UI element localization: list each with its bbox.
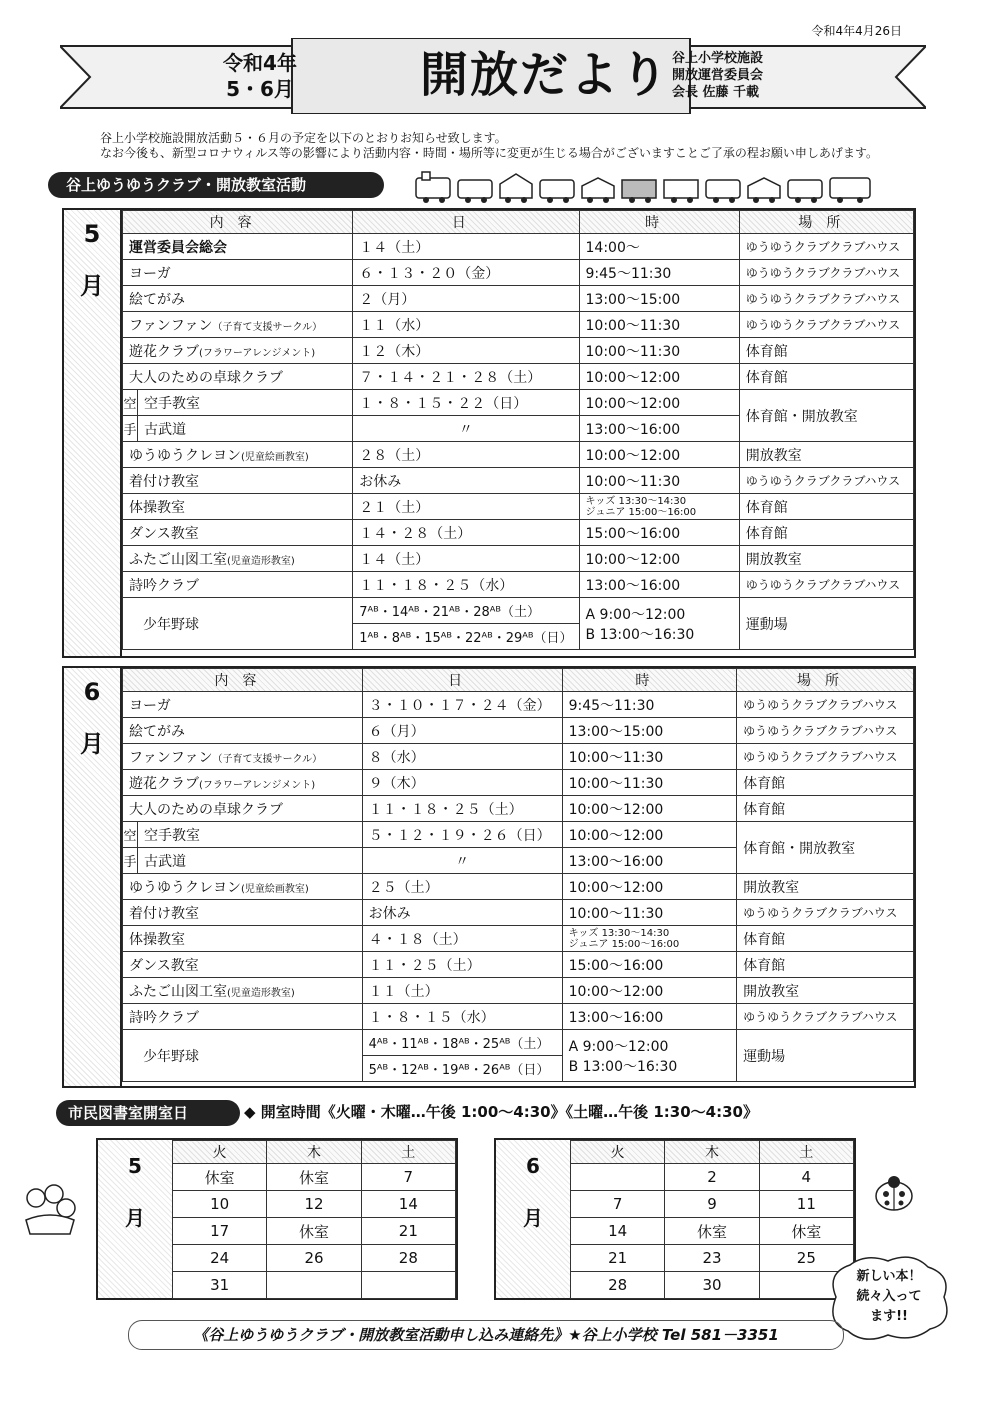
activity-time-a: A 9:00～12:00 bbox=[568, 1038, 669, 1055]
activity-name: 大人のための卓球クラブ bbox=[129, 801, 283, 818]
activity-date: ２８（土） bbox=[353, 442, 579, 468]
activity-name: 遊花クラブ bbox=[129, 775, 199, 792]
library-june-num: 6 bbox=[526, 1154, 540, 1178]
activity-name: ダンス教室 bbox=[129, 957, 199, 974]
library-june bbox=[494, 1138, 856, 1300]
table-row bbox=[123, 598, 914, 624]
table-row bbox=[571, 1191, 854, 1218]
table-row bbox=[123, 312, 914, 338]
activity-time: 15:00～16:00 bbox=[562, 952, 736, 978]
table-row bbox=[173, 1245, 456, 1272]
library-day: 17 bbox=[173, 1218, 267, 1245]
table-row bbox=[123, 796, 914, 822]
activity-name: 空手教室 bbox=[144, 827, 200, 844]
activity-time: 10:00～12:00 bbox=[562, 874, 736, 900]
contact-info: 《谷上ゆうゆうクラブ・開放教室活動申し込み連絡先》★谷上小学校 Tel 581－3351 bbox=[128, 1320, 844, 1350]
june-table bbox=[122, 668, 914, 1082]
activity-time: 10:00～11:30 bbox=[562, 770, 736, 796]
activity-time: 10:00～12:00 bbox=[562, 978, 736, 1004]
activity-date: １１（水） bbox=[353, 312, 579, 338]
activity-date: ９（木） bbox=[362, 770, 562, 796]
activity-name: ゆうゆうクレヨン bbox=[129, 447, 241, 464]
org-line-2: 開放運営委員会 bbox=[672, 68, 764, 83]
library-day: 23 bbox=[665, 1245, 759, 1272]
activity-time: 10:00～11:30 bbox=[562, 900, 736, 926]
activity-date: ６・１３・２０（金） bbox=[353, 260, 579, 286]
activity-name: 空手教室 bbox=[144, 395, 200, 412]
library-may-table bbox=[172, 1140, 456, 1299]
library-day: 休室 bbox=[267, 1164, 361, 1191]
org-line-1: 谷上小学校施設 bbox=[672, 51, 764, 66]
activity-time: 13:00～16:00 bbox=[579, 572, 739, 598]
table-row bbox=[173, 1164, 456, 1191]
header-date: 日 bbox=[353, 211, 579, 234]
library-day: 14 bbox=[571, 1218, 665, 1245]
activity-date: お休み bbox=[353, 468, 579, 494]
table-header bbox=[123, 669, 914, 692]
activity-note: (フラワーアレンジメント) bbox=[199, 779, 316, 791]
table-row bbox=[123, 692, 914, 718]
library-hours: ◆ 開室時間《火曜・木曜…午後 1:00～4:30》《土曜…午後 1:30～4:30》 bbox=[244, 1103, 758, 1121]
activity-time: 13:00～16:00 bbox=[562, 1004, 736, 1030]
table-row bbox=[123, 286, 914, 312]
may-label-num: 5 bbox=[83, 220, 101, 248]
table-row bbox=[123, 338, 914, 364]
library-may-month: 月 bbox=[125, 1206, 145, 1230]
library-day: 10 bbox=[173, 1191, 267, 1218]
activity-place: 開放教室 bbox=[737, 978, 914, 1004]
activity-place: 体育館 bbox=[737, 770, 914, 796]
activity-name: ふたご山図工室 bbox=[129, 983, 227, 1000]
table-header bbox=[123, 211, 914, 234]
flower-illustration bbox=[20, 1180, 80, 1240]
activity-note: (児童絵画教室) bbox=[241, 451, 309, 463]
activity-place: ゆうゆうクラブクラブハウス bbox=[737, 692, 914, 718]
table-row bbox=[123, 520, 914, 546]
library-day bbox=[267, 1272, 361, 1299]
library-day: 2 bbox=[665, 1164, 759, 1191]
activity-place: 体育館 bbox=[739, 338, 913, 364]
activity-place: 体育館 bbox=[739, 494, 913, 520]
library-day: 7 bbox=[571, 1191, 665, 1218]
library-day: 4 bbox=[759, 1164, 853, 1191]
activity-time: 10:00～12:00 bbox=[579, 390, 739, 416]
karate-group-char-1: 空 bbox=[123, 822, 138, 847]
may-label-month: 月 bbox=[80, 272, 104, 300]
activity-place: 体育館 bbox=[739, 520, 913, 546]
library-day: 21 bbox=[361, 1218, 455, 1245]
activity-time: 9:45～11:30 bbox=[579, 260, 739, 286]
june-schedule bbox=[62, 666, 916, 1088]
table-row bbox=[123, 900, 914, 926]
activity-date: ７・１４・２１・２８（土） bbox=[353, 364, 579, 390]
activity-place: ゆうゆうクラブクラブハウス bbox=[737, 718, 914, 744]
library-day: 24 bbox=[173, 1245, 267, 1272]
activity-date: 〃 bbox=[353, 416, 579, 442]
may-label bbox=[64, 210, 122, 656]
activity-time: 13:00～15:00 bbox=[579, 286, 739, 312]
day-tue: 火 bbox=[571, 1141, 665, 1164]
activity-name: ゆうゆうクレヨン bbox=[129, 879, 241, 896]
table-row bbox=[123, 468, 914, 494]
activity-name: 詩吟クラブ bbox=[129, 577, 199, 594]
activity-time: 10:00～12:00 bbox=[579, 442, 739, 468]
karate-group-char-2: 手 bbox=[123, 416, 138, 441]
day-sat: 土 bbox=[361, 1141, 455, 1164]
activity-place: 運動場 bbox=[739, 598, 913, 650]
table-row bbox=[571, 1245, 854, 1272]
library-day: 28 bbox=[571, 1272, 665, 1299]
train-illustration bbox=[412, 170, 874, 204]
activity-date: ２（月） bbox=[353, 286, 579, 312]
activity-date: ２５（土） bbox=[362, 874, 562, 900]
library-day bbox=[361, 1272, 455, 1299]
activity-name: 大人のための卓球クラブ bbox=[129, 369, 283, 386]
activity-name: 運営委員会総会 bbox=[129, 239, 227, 256]
banner-organization bbox=[672, 50, 822, 101]
activity-time-a: A 9:00～12:00 bbox=[585, 606, 686, 623]
header-date: 日 bbox=[362, 669, 562, 692]
ladybug-illustration bbox=[868, 1172, 920, 1214]
activity-date: １１・２５（土） bbox=[362, 952, 562, 978]
activity-place: ゆうゆうクラブクラブハウス bbox=[737, 1004, 914, 1030]
new-books-line-3: ます!! bbox=[870, 1309, 908, 1324]
table-row bbox=[123, 390, 914, 416]
library-day: 7 bbox=[361, 1164, 455, 1191]
day-tue: 火 bbox=[173, 1141, 267, 1164]
table-row bbox=[123, 546, 914, 572]
activity-date: 5ᴬᴮ・12ᴬᴮ・19ᴬᴮ・26ᴬᴮ（日） bbox=[362, 1056, 562, 1082]
activity-place: 開放教室 bbox=[739, 546, 913, 572]
activity-name: 着付け教室 bbox=[129, 473, 199, 490]
activity-date: ４・１８（土） bbox=[362, 926, 562, 952]
library-day: 9 bbox=[665, 1191, 759, 1218]
activity-time-kids: キッズ 13:30～14:30 bbox=[585, 495, 687, 507]
table-row bbox=[123, 260, 914, 286]
table-row bbox=[571, 1164, 854, 1191]
header-place: 場所 bbox=[739, 211, 913, 234]
activity-time-b: B 13:00～16:30 bbox=[585, 626, 695, 643]
activity-time: 13:00～16:00 bbox=[579, 416, 739, 442]
table-header bbox=[173, 1141, 456, 1164]
library-title: 市民図書室開室日 bbox=[56, 1100, 240, 1126]
activity-place: ゆうゆうクラブクラブハウス bbox=[737, 744, 914, 770]
activity-date: 7ᴬᴮ・14ᴬᴮ・21ᴬᴮ・28ᴬᴮ（土） bbox=[353, 598, 579, 624]
activity-time-junior: ジュニア 15:00～16:00 bbox=[568, 938, 680, 950]
table-row bbox=[123, 770, 914, 796]
activity-note: (児童造形教室) bbox=[227, 555, 295, 567]
banner-months: 5・6月 bbox=[226, 77, 294, 101]
intro-text bbox=[100, 131, 878, 161]
activity-name: ダンス教室 bbox=[129, 525, 199, 542]
activity-place: ゆうゆうクラブクラブハウス bbox=[739, 234, 913, 260]
may-schedule bbox=[62, 208, 916, 658]
activity-date: １・８・１５・２２（日） bbox=[353, 390, 579, 416]
activity-name: ふたご山図工室 bbox=[129, 551, 227, 568]
library-day: 12 bbox=[267, 1191, 361, 1218]
activity-name: 体操教室 bbox=[129, 499, 185, 516]
intro-line-2: なお今後も、新型コロナウィルス等の影響により活動内容・時間・場所等に変更が生じる場合がございますことご了承の程お願い申しあげます。 bbox=[100, 146, 878, 160]
table-row bbox=[123, 1004, 914, 1030]
activity-name: ファンファン bbox=[129, 749, 213, 766]
activity-date: ５・１２・１９・２６（日） bbox=[362, 822, 562, 848]
table-row bbox=[123, 978, 914, 1004]
activity-time: 10:00～11:30 bbox=[579, 338, 739, 364]
table-row bbox=[123, 926, 914, 952]
activity-place: ゆうゆうクラブクラブハウス bbox=[739, 260, 913, 286]
activity-time: 13:00～15:00 bbox=[562, 718, 736, 744]
activity-place: 体育館 bbox=[739, 364, 913, 390]
activity-date: １・８・１５（水） bbox=[362, 1004, 562, 1030]
table-row bbox=[123, 874, 914, 900]
activity-note: (フラワーアレンジメント) bbox=[199, 347, 316, 359]
activity-place: ゆうゆうクラブクラブハウス bbox=[737, 900, 914, 926]
activity-time: 10:00～11:30 bbox=[579, 468, 739, 494]
library-may-num: 5 bbox=[128, 1154, 142, 1178]
new-books-text bbox=[826, 1267, 952, 1327]
activity-note: (児童造形教室) bbox=[227, 987, 295, 999]
activity-time: 10:00～12:00 bbox=[562, 796, 736, 822]
library-june-table bbox=[570, 1140, 854, 1299]
activity-name: 体操教室 bbox=[129, 931, 185, 948]
activity-date: １１・１８・２５（水） bbox=[353, 572, 579, 598]
title-banner bbox=[60, 38, 926, 114]
library-day: 14 bbox=[361, 1191, 455, 1218]
activity-name: 詩吟クラブ bbox=[129, 1009, 199, 1026]
activity-place: ゆうゆうクラブクラブハウス bbox=[739, 572, 913, 598]
activity-time: 10:00～12:00 bbox=[562, 822, 736, 848]
activity-place: 体育館 bbox=[737, 926, 914, 952]
activity-name: ヨーガ bbox=[129, 265, 171, 282]
header-time: 時 bbox=[579, 211, 739, 234]
day-sat: 土 bbox=[759, 1141, 853, 1164]
may-table bbox=[122, 210, 914, 650]
library-day: 25 bbox=[759, 1245, 853, 1272]
activity-time: 10:00～11:30 bbox=[579, 312, 739, 338]
activity-date: ６（月） bbox=[362, 718, 562, 744]
library-day: 28 bbox=[361, 1245, 455, 1272]
activity-date: １１・１８・２５（土） bbox=[362, 796, 562, 822]
activity-time: 10:00～11:30 bbox=[562, 744, 736, 770]
activity-name: 絵てがみ bbox=[129, 291, 185, 308]
table-row bbox=[173, 1272, 456, 1299]
activity-name: 古武道 bbox=[144, 853, 186, 870]
activity-place: 開放教室 bbox=[737, 874, 914, 900]
activity-note: (児童絵画教室) bbox=[241, 883, 309, 895]
activity-time: 9:45～11:30 bbox=[562, 692, 736, 718]
issue-date: 令和4年4月26日 bbox=[811, 24, 902, 38]
library-day: 11 bbox=[759, 1191, 853, 1218]
table-row bbox=[123, 572, 914, 598]
table-row bbox=[123, 364, 914, 390]
activity-place: ゆうゆうクラブクラブハウス bbox=[739, 286, 913, 312]
activity-name: 古武道 bbox=[144, 421, 186, 438]
activity-date: 1ᴬᴮ・8ᴬᴮ・15ᴬᴮ・22ᴬᴮ・29ᴬᴮ（日） bbox=[353, 624, 579, 650]
activity-date: ３・１０・１７・２４（金） bbox=[362, 692, 562, 718]
karate-group-char-2: 手 bbox=[123, 848, 138, 873]
activity-note: （子育て支援サークル） bbox=[212, 753, 323, 765]
library-day: 休室 bbox=[665, 1218, 759, 1245]
library-day: 31 bbox=[173, 1272, 267, 1299]
table-row bbox=[123, 1030, 914, 1056]
library-day: 21 bbox=[571, 1245, 665, 1272]
activity-date: １４（土） bbox=[353, 234, 579, 260]
table-row bbox=[123, 234, 914, 260]
activity-time: 13:00～16:00 bbox=[562, 848, 736, 874]
section-title: 谷上ゆうゆうクラブ・開放教室活動 bbox=[48, 172, 384, 198]
activity-place: 体育館 bbox=[737, 796, 914, 822]
activity-note: （子育て支援サークル） bbox=[212, 321, 323, 333]
banner-era: 令和4年 bbox=[223, 51, 297, 75]
day-thu: 木 bbox=[665, 1141, 759, 1164]
library-day: 30 bbox=[665, 1272, 759, 1299]
activity-place: 開放教室 bbox=[739, 442, 913, 468]
banner-period bbox=[185, 50, 335, 102]
table-row bbox=[123, 718, 914, 744]
activity-place: ゆうゆうクラブクラブハウス bbox=[739, 312, 913, 338]
page-title: 開放だより bbox=[419, 47, 670, 103]
activity-time: 10:00～12:00 bbox=[579, 546, 739, 572]
header-content: 内容 bbox=[123, 211, 353, 234]
library-day: 休室 bbox=[267, 1218, 361, 1245]
activity-date: ８（水） bbox=[362, 744, 562, 770]
table-row bbox=[173, 1218, 456, 1245]
library-day: 休室 bbox=[173, 1164, 267, 1191]
library-day bbox=[571, 1164, 665, 1191]
activity-name: 少年野球 bbox=[123, 1030, 363, 1082]
new-books-line-1: 新しい本！ bbox=[856, 1269, 922, 1284]
activity-time-kids: キッズ 13:30～14:30 bbox=[568, 927, 670, 939]
header-time: 時 bbox=[562, 669, 736, 692]
library-may bbox=[96, 1138, 458, 1300]
activity-date: １１（土） bbox=[362, 978, 562, 1004]
library-june-month: 月 bbox=[523, 1206, 543, 1230]
june-label-month: 月 bbox=[80, 730, 104, 758]
activity-name: ヨーガ bbox=[129, 697, 171, 714]
header-place: 場所 bbox=[737, 669, 914, 692]
table-row bbox=[123, 494, 914, 520]
day-thu: 木 bbox=[267, 1141, 361, 1164]
activity-time: 10:00～12:00 bbox=[579, 364, 739, 390]
table-row bbox=[173, 1191, 456, 1218]
activity-place: 体育館・開放教室 bbox=[737, 822, 914, 874]
activity-date: お休み bbox=[362, 900, 562, 926]
activity-name: ファンファン bbox=[129, 317, 213, 334]
new-books-bubble bbox=[826, 1253, 952, 1341]
activity-date: 4ᴬᴮ・11ᴬᴮ・18ᴬᴮ・25ᴬᴮ（土） bbox=[362, 1030, 562, 1056]
activity-name: 絵てがみ bbox=[129, 723, 185, 740]
activity-name: 着付け教室 bbox=[129, 905, 199, 922]
activity-date: １４・２８（土） bbox=[353, 520, 579, 546]
activity-date: １４（土） bbox=[353, 546, 579, 572]
activity-place: 体育館・開放教室 bbox=[739, 390, 913, 442]
library-day: 26 bbox=[267, 1245, 361, 1272]
intro-line-1: 谷上小学校施設開放活動５・６月の予定を以下のとおりお知らせ致します。 bbox=[100, 131, 507, 145]
table-header bbox=[571, 1141, 854, 1164]
june-label-num: 6 bbox=[83, 678, 101, 706]
activity-date: 〃 bbox=[362, 848, 562, 874]
activity-date: ２１（土） bbox=[353, 494, 579, 520]
activity-place: 体育館 bbox=[737, 952, 914, 978]
activity-name: 遊花クラブ bbox=[129, 343, 199, 360]
activity-date: １２（木） bbox=[353, 338, 579, 364]
header-content: 内容 bbox=[123, 669, 363, 692]
activity-time-b: B 13:00～16:30 bbox=[568, 1058, 678, 1075]
activity-place: ゆうゆうクラブクラブハウス bbox=[739, 468, 913, 494]
table-row bbox=[571, 1218, 854, 1245]
library-day: 休室 bbox=[759, 1218, 853, 1245]
activity-time: 14:00～ bbox=[579, 234, 739, 260]
activity-time-junior: ジュニア 15:00～16:00 bbox=[585, 506, 697, 518]
org-line-3: 会長 佐藤 千載 bbox=[672, 85, 760, 100]
june-label bbox=[64, 668, 122, 1086]
activity-name: 少年野球 bbox=[123, 598, 353, 650]
new-books-line-2: 続々入って bbox=[856, 1289, 922, 1304]
table-row bbox=[571, 1272, 854, 1299]
table-row bbox=[123, 744, 914, 770]
table-row bbox=[123, 952, 914, 978]
activity-place: 運動場 bbox=[737, 1030, 914, 1082]
karate-group-char-1: 空 bbox=[123, 390, 138, 415]
table-row bbox=[123, 442, 914, 468]
activity-time: 15:00～16:00 bbox=[579, 520, 739, 546]
table-row bbox=[123, 822, 914, 848]
